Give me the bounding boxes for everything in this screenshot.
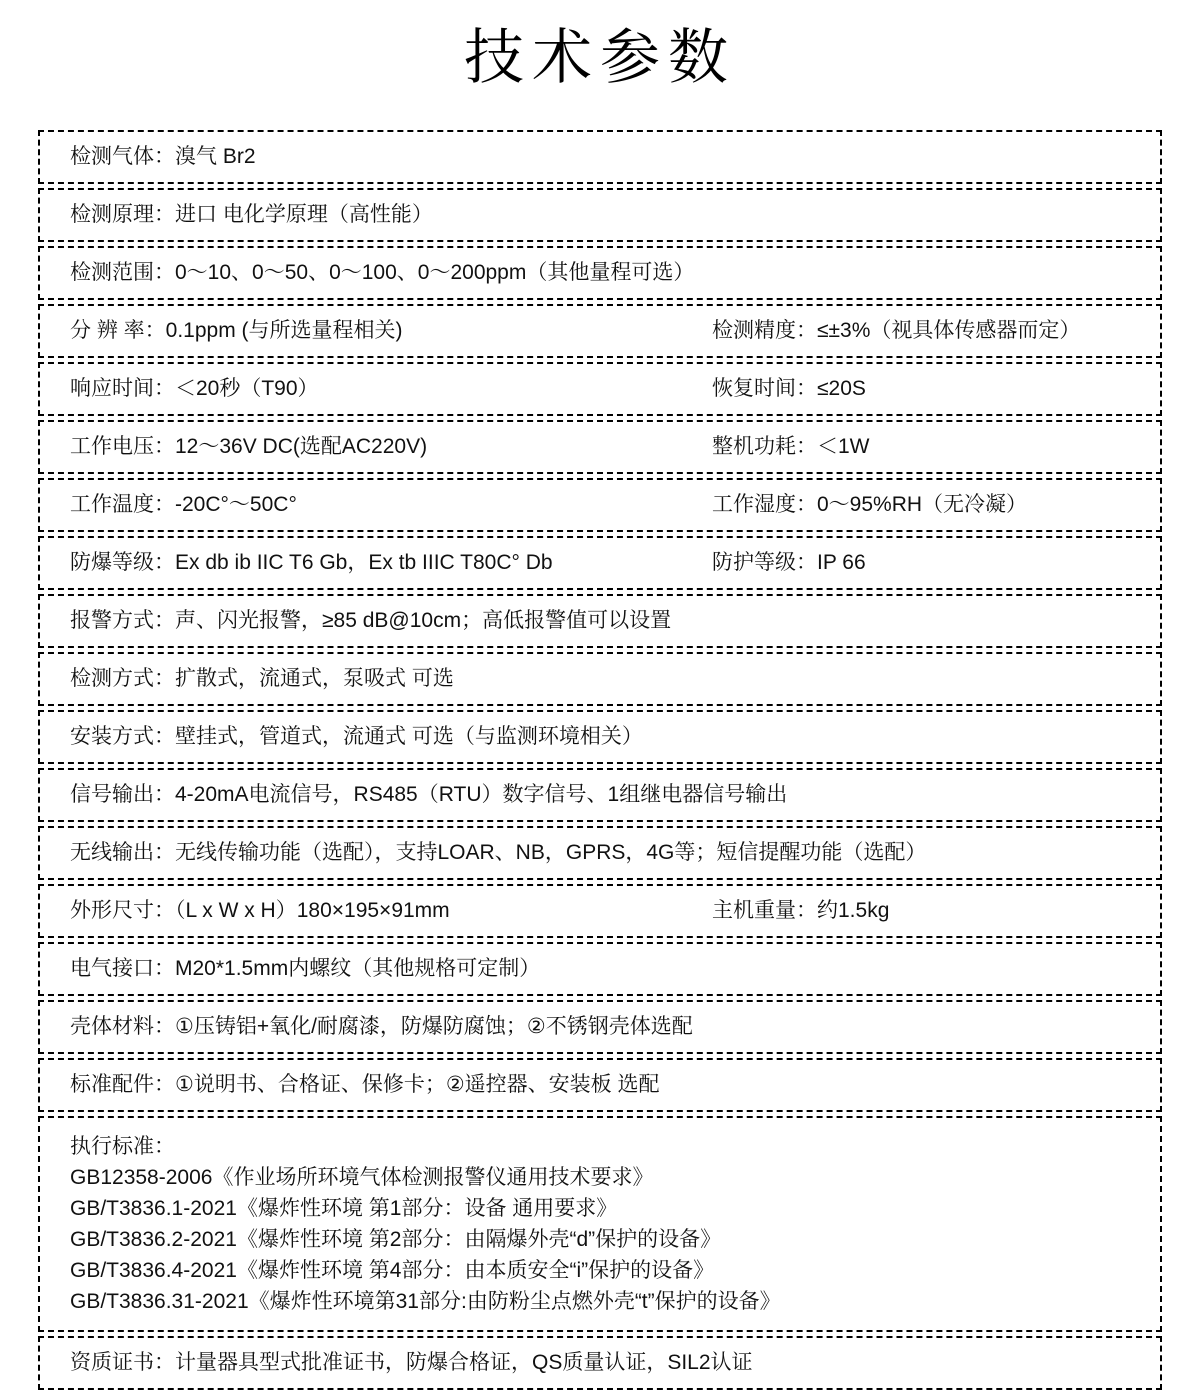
row-certificates	[38, 1336, 1162, 1390]
spec-text-right: 主机重量：约1.5kg	[712, 898, 890, 922]
spec-text: 信号输出：4-20mA电流信号，RS485（RTU）数字信号、1组继电器信号输出	[70, 782, 788, 806]
spec-text-left: 响应时间：＜20秒（T90）	[70, 376, 319, 400]
row-dimensions-weight	[38, 884, 1162, 938]
page-title: 技术参数	[464, 24, 736, 91]
standards-heading: 执行标准：	[70, 1135, 175, 1158]
spec-text: 壳体材料：①压铸铝+氧化/耐腐漆，防爆防腐蚀；②不锈钢壳体选配	[70, 1014, 693, 1038]
spec-text-right: 整机功耗：＜1W	[712, 434, 870, 458]
spec-text: 检测方式：扩散式，流通式，泵吸式 可选	[70, 666, 454, 690]
spec-text-right: 恢复时间：≤20S	[712, 376, 866, 400]
row-electrical-interface	[38, 942, 1162, 996]
spec-text: 标准配件：①说明书、合格证、保修卡；②遥控器、安装板 选配	[70, 1072, 660, 1096]
spec-text-left: 工作电压：12～36V DC(选配AC220V)	[70, 434, 428, 458]
spec-text-right: 检测精度：≤±3%（视具体传感器而定）	[712, 318, 1081, 342]
row-housing-material	[38, 1000, 1162, 1054]
row-installation-mode	[38, 710, 1162, 764]
standard-item: GB/T3836.1-2021《爆炸性环境 第1部分：设备 通用要求》	[70, 1197, 618, 1220]
standard-item: GB/T3836.31-2021《爆炸性环境第31部分:由防粉尘点燃外壳“t”保护的设备》	[70, 1290, 781, 1313]
spec-text-right: 工作湿度：0～95%RH（无冷凝）	[712, 492, 1028, 516]
spec-table	[38, 130, 1162, 1390]
row-detection-principle	[38, 188, 1162, 242]
row-wireless-output	[38, 826, 1162, 880]
spec-text: 安装方式：壁挂式，管道式，流通式 可选（与监测环境相关）	[70, 724, 643, 748]
standard-item: GB/T3836.2-2021《爆炸性环境 第2部分：由隔爆外壳“d”保护的设备》	[70, 1228, 722, 1251]
spec-text: 检测范围：0～10、0～50、0～100、0～200ppm（其他量程可选）	[70, 260, 695, 284]
spec-text: 报警方式：声、闪光报警，≥85 dB@10cm；高低报警值可以设置	[70, 608, 672, 632]
spec-text-left: 工作温度：-20C°～50C°	[70, 492, 297, 516]
spec-text-left: 分 辨 率：0.1ppm (与所选量程相关)	[70, 318, 403, 342]
row-detection-range	[38, 246, 1162, 300]
row-resolution-accuracy	[38, 304, 1162, 358]
spec-text: 检测气体：溴气 Br2	[70, 144, 256, 168]
row-standard-accessories	[38, 1058, 1162, 1112]
spec-text: 无线输出：无线传输功能（选配），支持LOAR、NB，GPRS，4G等；短信提醒功能（选配）	[70, 840, 927, 864]
spec-text: 电气接口：M20*1.5mm内螺纹（其他规格可定制）	[70, 956, 541, 980]
row-detected-gas	[38, 130, 1162, 184]
row-explosion-protection	[38, 536, 1162, 590]
spec-text-left: 外形尺寸：（L x W x H）180×195×91mm	[70, 898, 450, 922]
row-standards	[38, 1116, 1162, 1332]
spec-text-right: 防护等级：IP 66	[712, 550, 866, 574]
row-signal-output	[38, 768, 1162, 822]
row-response-recovery	[38, 362, 1162, 416]
standard-item: GB/T3836.4-2021《爆炸性环境 第4部分：由本质安全“i”保护的设备》	[70, 1259, 715, 1282]
spec-text-left: 防爆等级：Ex db ib IIC T6 Gb，Ex tb IIIC T80C° Db	[70, 550, 553, 574]
row-detection-mode	[38, 652, 1162, 706]
standard-item: GB12358-2006《作业场所环境气体检测报警仪通用技术要求》	[70, 1166, 654, 1189]
row-alarm-mode	[38, 594, 1162, 648]
row-voltage-power	[38, 420, 1162, 474]
spec-text: 资质证书：计量器具型式批准证书，防爆合格证，QS质量认证，SIL2认证	[70, 1350, 753, 1374]
spec-text: 检测原理：进口 电化学原理（高性能）	[70, 202, 433, 226]
row-temperature-humidity	[38, 478, 1162, 532]
